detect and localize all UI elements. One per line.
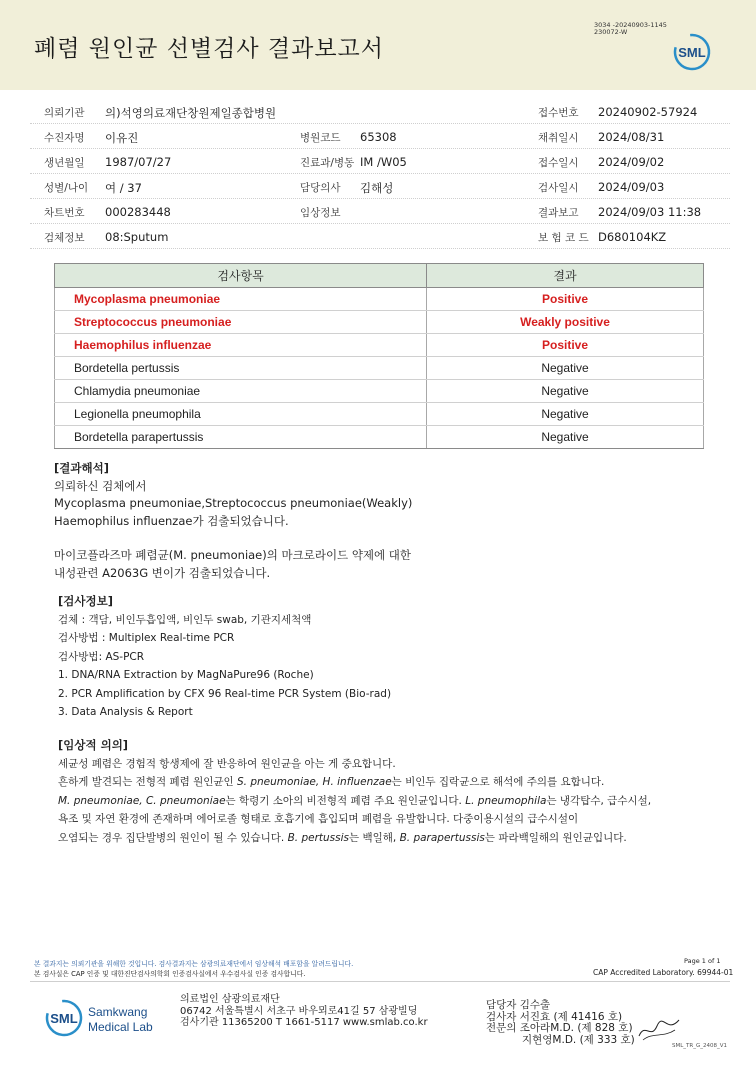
organism-name: L. pneumophila: [465, 794, 547, 807]
table-row: [55, 403, 704, 426]
organism-name: B. parapertussis: [399, 831, 485, 844]
form-code: SML_TR_G_2408_V1: [672, 1043, 728, 1049]
text-span: 는 비인두 집락균으로 해석에 주의를 요합니다.: [391, 776, 605, 788]
lab-address-line: 06742 서울특별시 서초구 바우뫼로41길 57 삼광빌딩: [180, 1005, 418, 1017]
test-result: Positive: [427, 334, 704, 357]
test-result: Negative: [427, 403, 704, 426]
table-row: [55, 288, 704, 311]
organism-name: B. pertussis: [287, 831, 349, 844]
document-code-line1: 3034 -20240903-1145: [594, 21, 667, 29]
specimen-value: 08:Sputum: [105, 230, 169, 244]
hospital-code-value: 65308: [360, 130, 397, 144]
interpretation-line: 의뢰하신 검체에서: [54, 478, 147, 493]
test-result: Negative: [427, 426, 704, 449]
dept-value: IM /W05: [360, 155, 407, 169]
info-row-chart: [30, 198, 730, 224]
receipt-no-value: 20240902-57924: [598, 105, 698, 119]
sex-age-value: 여 / 37: [105, 181, 142, 195]
text-span: 오염되는 경우 집단발병의 원인이 될 수 있습니다.: [58, 831, 288, 844]
report-title: 폐렴 원인균 선별검사 결과보고서: [34, 36, 384, 62]
clinical-meaning-line: 욕조 및 자연 환경에 존재하며 에어로졸 형태로 호흡기에 흡입되며 폐렴을 유발합니다. 다중이용시설의 급수시설이: [58, 813, 579, 825]
test-result: Weakly positive: [427, 311, 704, 334]
clinical-meaning-section: [58, 736, 651, 847]
text-span: 는 학령기 소아의 비전형적 폐렴 주요 원인균입니다.: [225, 794, 466, 807]
test-result: Negative: [427, 380, 704, 403]
info-row-birth: [30, 148, 730, 174]
info-row-patient: [30, 123, 730, 149]
info-row-specimen: [30, 223, 730, 249]
page-number: Page 1 of 1: [684, 957, 721, 965]
document-code-line2: 230072-W: [594, 28, 628, 36]
text-span: 는 백일해,: [348, 831, 400, 844]
test-info-line: 검사방법 : Multiplex Real-time PCR: [58, 632, 235, 644]
organism-name: M. pneumoniae, C. pneumoniae: [58, 794, 226, 807]
institution-label: 의뢰기관: [44, 107, 85, 119]
info-row-sex: [30, 173, 730, 199]
results-table: [54, 263, 704, 449]
sml-logo-text: SML: [678, 45, 706, 60]
insurance-code-label: 보 험 코 드: [538, 232, 589, 244]
interpretation-line: 내성관련 A2063G 변이가 검출되었습니다.: [54, 565, 271, 580]
test-result: Negative: [427, 357, 704, 380]
document-code: [594, 22, 667, 36]
test-info-heading: [검사정보]: [58, 594, 113, 608]
test-result: Positive: [427, 288, 704, 311]
lab-name-line1: Samkwang: [88, 1005, 148, 1019]
sex-age-label: 성별/나이: [44, 182, 89, 194]
col-header-result: 결과: [427, 264, 704, 288]
staff-line: 지현영M.D. (제 333 호): [522, 1033, 635, 1046]
interpretation-heading: [결과해석]: [54, 461, 109, 475]
specimen-label: 검체정보: [44, 232, 85, 244]
table-row: [55, 380, 704, 403]
collect-date-value: 2024/08/31: [598, 130, 665, 144]
table-row: [55, 426, 704, 449]
test-item: Bordetella parapertussis: [55, 426, 427, 449]
clinical-meaning-heading: [임상적 의의]: [58, 738, 129, 752]
sml-logo-icon: [44, 998, 88, 1038]
clinical-meaning-line: 세균성 폐렴은 경험적 항생제에 잘 반응하여 원인균을 아는 게 중요합니다.: [58, 757, 396, 770]
report-header: [0, 0, 756, 90]
patient-name-label: 수진자명: [44, 132, 85, 144]
test-date-label: 검사일시: [538, 182, 579, 194]
receipt-no-label: 접수번호: [538, 107, 579, 119]
collect-date-label: 채취일시: [538, 132, 579, 144]
sml-logo-text: SML: [50, 1011, 78, 1026]
staff-list: [486, 1000, 635, 1046]
chart-no-label: 차트번호: [44, 207, 85, 219]
chart-no-value: 000283448: [105, 205, 171, 219]
table-row: [55, 334, 704, 357]
patient-name-value: 이유진: [105, 131, 139, 145]
report-date-value: 2024/09/03 11:38: [598, 205, 702, 219]
interpretation-line: Haemophilus influenzae가 검출되었습니다.: [54, 513, 289, 528]
test-item: Bordetella pertussis: [55, 357, 427, 380]
test-item: Streptococcus pneumoniae: [55, 311, 427, 334]
text-span: 흔하게 발견되는 전형적 폐렴 원인균인: [58, 776, 237, 788]
test-info-line: 검체 : 객담, 비인두흡입액, 비인두 swab, 기관지세척액: [58, 613, 312, 626]
text-span: 는 냉각탑수, 급수시설,: [546, 794, 652, 807]
interpretation-section: [54, 460, 412, 582]
lab-address: [180, 994, 428, 1029]
clinical-meaning-line: [58, 773, 651, 792]
test-item: Chlamydia pneumoniae: [55, 380, 427, 403]
insurance-code-value: D680104KZ: [598, 230, 667, 244]
results-header-row: [55, 264, 704, 288]
clinical-meaning-line: [58, 829, 651, 848]
cap-accreditation: CAP Accredited Laboratory. 69944-01: [593, 968, 734, 977]
doctor-value: 김해성: [360, 181, 394, 195]
clinical-meaning-line: [58, 792, 651, 811]
interpretation-line: Mycoplasma pneumoniae,Streptococcus pneumoniae(Weakly): [54, 496, 413, 510]
birth-label: 생년월일: [44, 157, 85, 169]
test-info-section: [58, 592, 391, 722]
staff-line: 담당자 김수출: [486, 999, 551, 1011]
lab-address-line: 검사기관 11365200 T 1661-5117 www.smlab.co.kr: [180, 1017, 428, 1028]
lab-address-line: 의료법인 삼광의료재단: [180, 994, 280, 1005]
receipt-date-label: 접수일시: [538, 157, 579, 169]
dept-label: 진료과/병동: [300, 157, 355, 169]
table-row: [55, 311, 704, 334]
test-item: Legionella pneumophila: [55, 403, 427, 426]
institution-value: 의)석영의료재단창원제일종합병원: [105, 106, 277, 120]
footer-logo: [44, 998, 174, 1042]
sml-logo-icon: [672, 32, 712, 76]
test-info-line: 2. PCR Amplification by CFX 96 Real-time PCR System (Bio-rad): [58, 687, 392, 700]
footer-divider: [30, 981, 730, 982]
footer-note-cap: 본 검사실은 CAP 인증 및 대한진단검사의학회 인증검사실에서 우수검사실 인증 검사합니다.: [34, 970, 306, 978]
footer-note: 본 결과지는 의뢰기관을 위해한 것입니다. 검사결과지는 삼광의료재단에서 임상해석 배포함을 알려드립니다.: [34, 960, 354, 968]
test-date-value: 2024/09/03: [598, 180, 665, 194]
text-span: 는 파라백일해의 원인균입니다.: [484, 831, 627, 844]
organism-name: S. pneumoniae, H. influenzae: [236, 776, 392, 788]
birth-value: 1987/07/27: [105, 155, 172, 169]
lab-name-line2: Medical Lab: [88, 1020, 153, 1034]
hospital-code-label: 병원코드: [300, 132, 341, 144]
col-header-item: 검사항목: [55, 264, 427, 288]
report-date-label: 결과보고: [538, 207, 579, 219]
staff-line: 전문의 조아라M.D. (제 828 호): [486, 1022, 633, 1034]
test-info-line: 3. Data Analysis & Report: [58, 706, 193, 718]
doctor-label: 담당의사: [300, 182, 341, 194]
test-item: Mycoplasma pneumoniae: [55, 288, 427, 311]
table-row: [55, 357, 704, 380]
test-info-line: 검사방법: AS-PCR: [58, 650, 145, 663]
test-info-line: 1. DNA/RNA Extraction by MagNaPure96 (Roche): [58, 669, 314, 681]
test-item: Haemophilus influenzae: [55, 334, 427, 357]
info-row-institution: [30, 98, 730, 124]
interpretation-line: 마이코플라즈마 폐렴균(M. pneumoniae)의 마크로라이드 약제에 대한: [54, 548, 412, 562]
receipt-date-value: 2024/09/02: [598, 155, 665, 169]
staff-line: 검사자 서진효 (제 41416 호): [486, 1010, 623, 1023]
clinical-info-label: 임상정보: [300, 207, 341, 219]
